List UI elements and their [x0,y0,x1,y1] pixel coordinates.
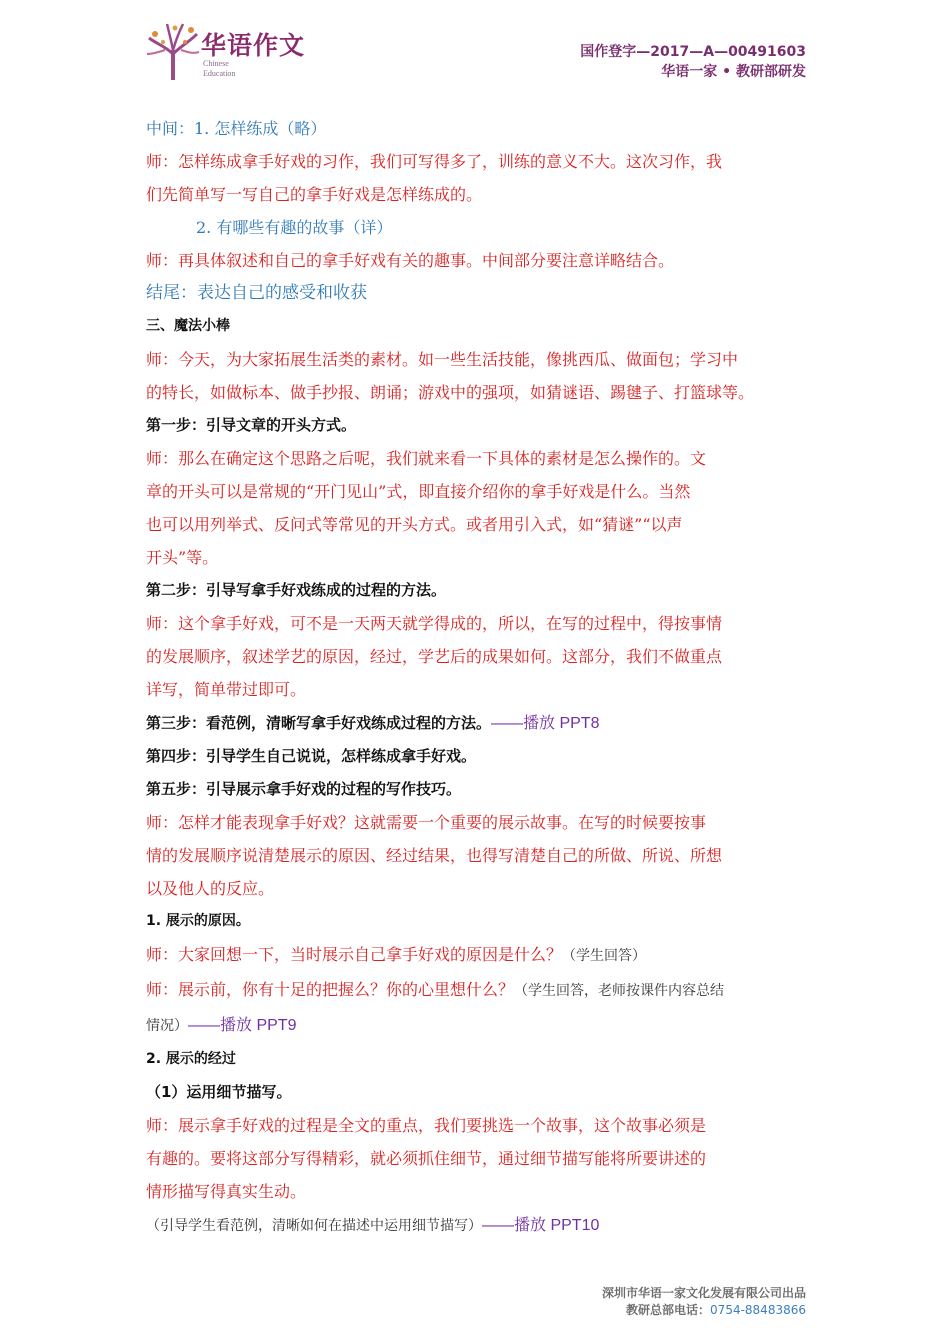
step-heading: 第二步：引导写拿手好戏练成的过程的方法。 [146,581,447,599]
logo-subtitle: Education [203,69,236,78]
company-name: 深圳市华语一家文化发展有限公司出品 [601,1286,806,1300]
text-line [146,938,812,973]
section-heading: 三、魔法小棒 [146,318,230,334]
step-heading: 第四步：引导学生自己说说，怎样练成拿手好戏。 [146,747,477,765]
ppt-link: ——播放 PPT9 [188,1017,297,1034]
guide-note: （引导学生看范例，清晰如何在描述中运用细节描写） [146,1218,482,1234]
text-line: 师：再具体叙述和自己的拿手好戏有关的趣事。中间部分要注意详略结合。 [146,251,675,270]
text-line: 师：那么在确定这个思路之后呢，我们就来看一下具体的素材是怎么操作的。文 [146,449,707,468]
text-line: 详写，简单带过即可。 [146,680,307,699]
logo [145,20,305,82]
step-heading: 第五步：引导展示拿手好戏的过程的写作技巧。 [146,780,462,798]
text-line: 师：展示拿手好戏的过程是全文的重点，我们要挑选一个故事，这个故事必须是 [146,1116,707,1135]
subsection-heading: （1）运用细节描写。 [146,1083,292,1101]
subsection-heading: 1. 展示的原因。 [146,913,250,929]
text-line: 有趣的。要将这部分写得精彩，就必须抓住细节，通过细节描写能将所要讲述的 [146,1149,707,1168]
text-line: 师：今天，为大家拓展生活类的素材。如一些生活技能，像挑西瓜、做面包；学习中 [146,350,739,369]
contact-line [602,1302,806,1319]
tel-label: 教研总部电话： [626,1303,711,1317]
student-note: （学生回答，老师按课件内容总结 [514,983,725,999]
registration-number: 国作登字—2017—A—00491603 [580,44,806,60]
ppt-link: ——播放 PPT10 [482,1217,600,1234]
page-header [0,0,950,100]
text-line: 章的开头可以是常规的“开门见山”式，即直接介绍你的拿手好戏是什么。当然 [146,482,691,501]
text-line: 情形描写得真实生动。 [146,1182,307,1201]
text-line: 也可以用列举式、反问式等常见的开头方式。或者用引入式，如“猜谜”“以声 [146,515,683,534]
text-line [146,973,812,1008]
text-line [146,1008,812,1043]
page-footer [602,1285,806,1319]
text-line: 2. 有哪些有趣的故事（详） [196,218,393,237]
text-line: 开头”等。 [146,548,219,567]
teacher-text: 师：大家回想一下，当时展示自己拿手好戏的原因是什么？ [146,945,563,964]
text-line: 结尾：表达自己的感受和收获 [146,283,367,303]
logo-title: 华语作文 [201,31,306,60]
text-line: 的发展顺序，叙述学艺的原因，经过，学艺后的成果如何。这部分，我们不做重点 [146,647,723,666]
text-line: 的特长，如做标本、做手抄报、朗诵；游戏中的强项，如猜谜语、踢毽子、打篮球等。 [146,383,755,402]
tree-logo-icon [145,20,201,82]
text-line: 们先简单写一写自己的拿手好戏是怎样练成的。 [146,185,483,204]
tel-number: 0754-88483866 [710,1303,806,1317]
text-line: 情的发展顺序说清楚展示的原因、经过结果，也得写清楚自己的所做、所说、所想 [146,846,723,865]
header-right [580,42,806,82]
text-line: 以及他人的反应。 [146,879,275,898]
step-heading [146,706,812,740]
text-line: 师：怎样才能表现拿手好戏？这就需要一个重要的展示故事。在写的时候要按事 [146,813,707,832]
ppt-link: ——播放 PPT8 [491,715,600,732]
text-line: 师：这个拿手好戏，可不是一天两天就学得成的，所以，在写的过程中，得按事情 [146,614,723,633]
document-body [146,112,812,1243]
text-line: 师：怎样练成拿手好戏的习作，我们可写得多了，训练的意义不大。这次习作，我 [146,152,723,171]
subsection-heading: 2. 展示的经过 [146,1051,236,1067]
logo-subtitle: Chinese [203,59,229,68]
student-note: 情况） [146,1018,188,1034]
step-heading: 第一步：引导文章的开头方式。 [146,416,357,434]
text-line [146,1208,812,1243]
teacher-text: 师：展示前，你有十足的把握么？你的心里想什么？ [146,980,515,999]
text-line: 中间：1. 怎样练成（略） [146,119,327,138]
student-note: （学生回答） [562,948,647,964]
step-text: 第三步：看范例，清晰写拿手好戏练成过程的方法。 [146,714,492,732]
organization: 华语一家 • 教研部研发 [661,64,806,80]
